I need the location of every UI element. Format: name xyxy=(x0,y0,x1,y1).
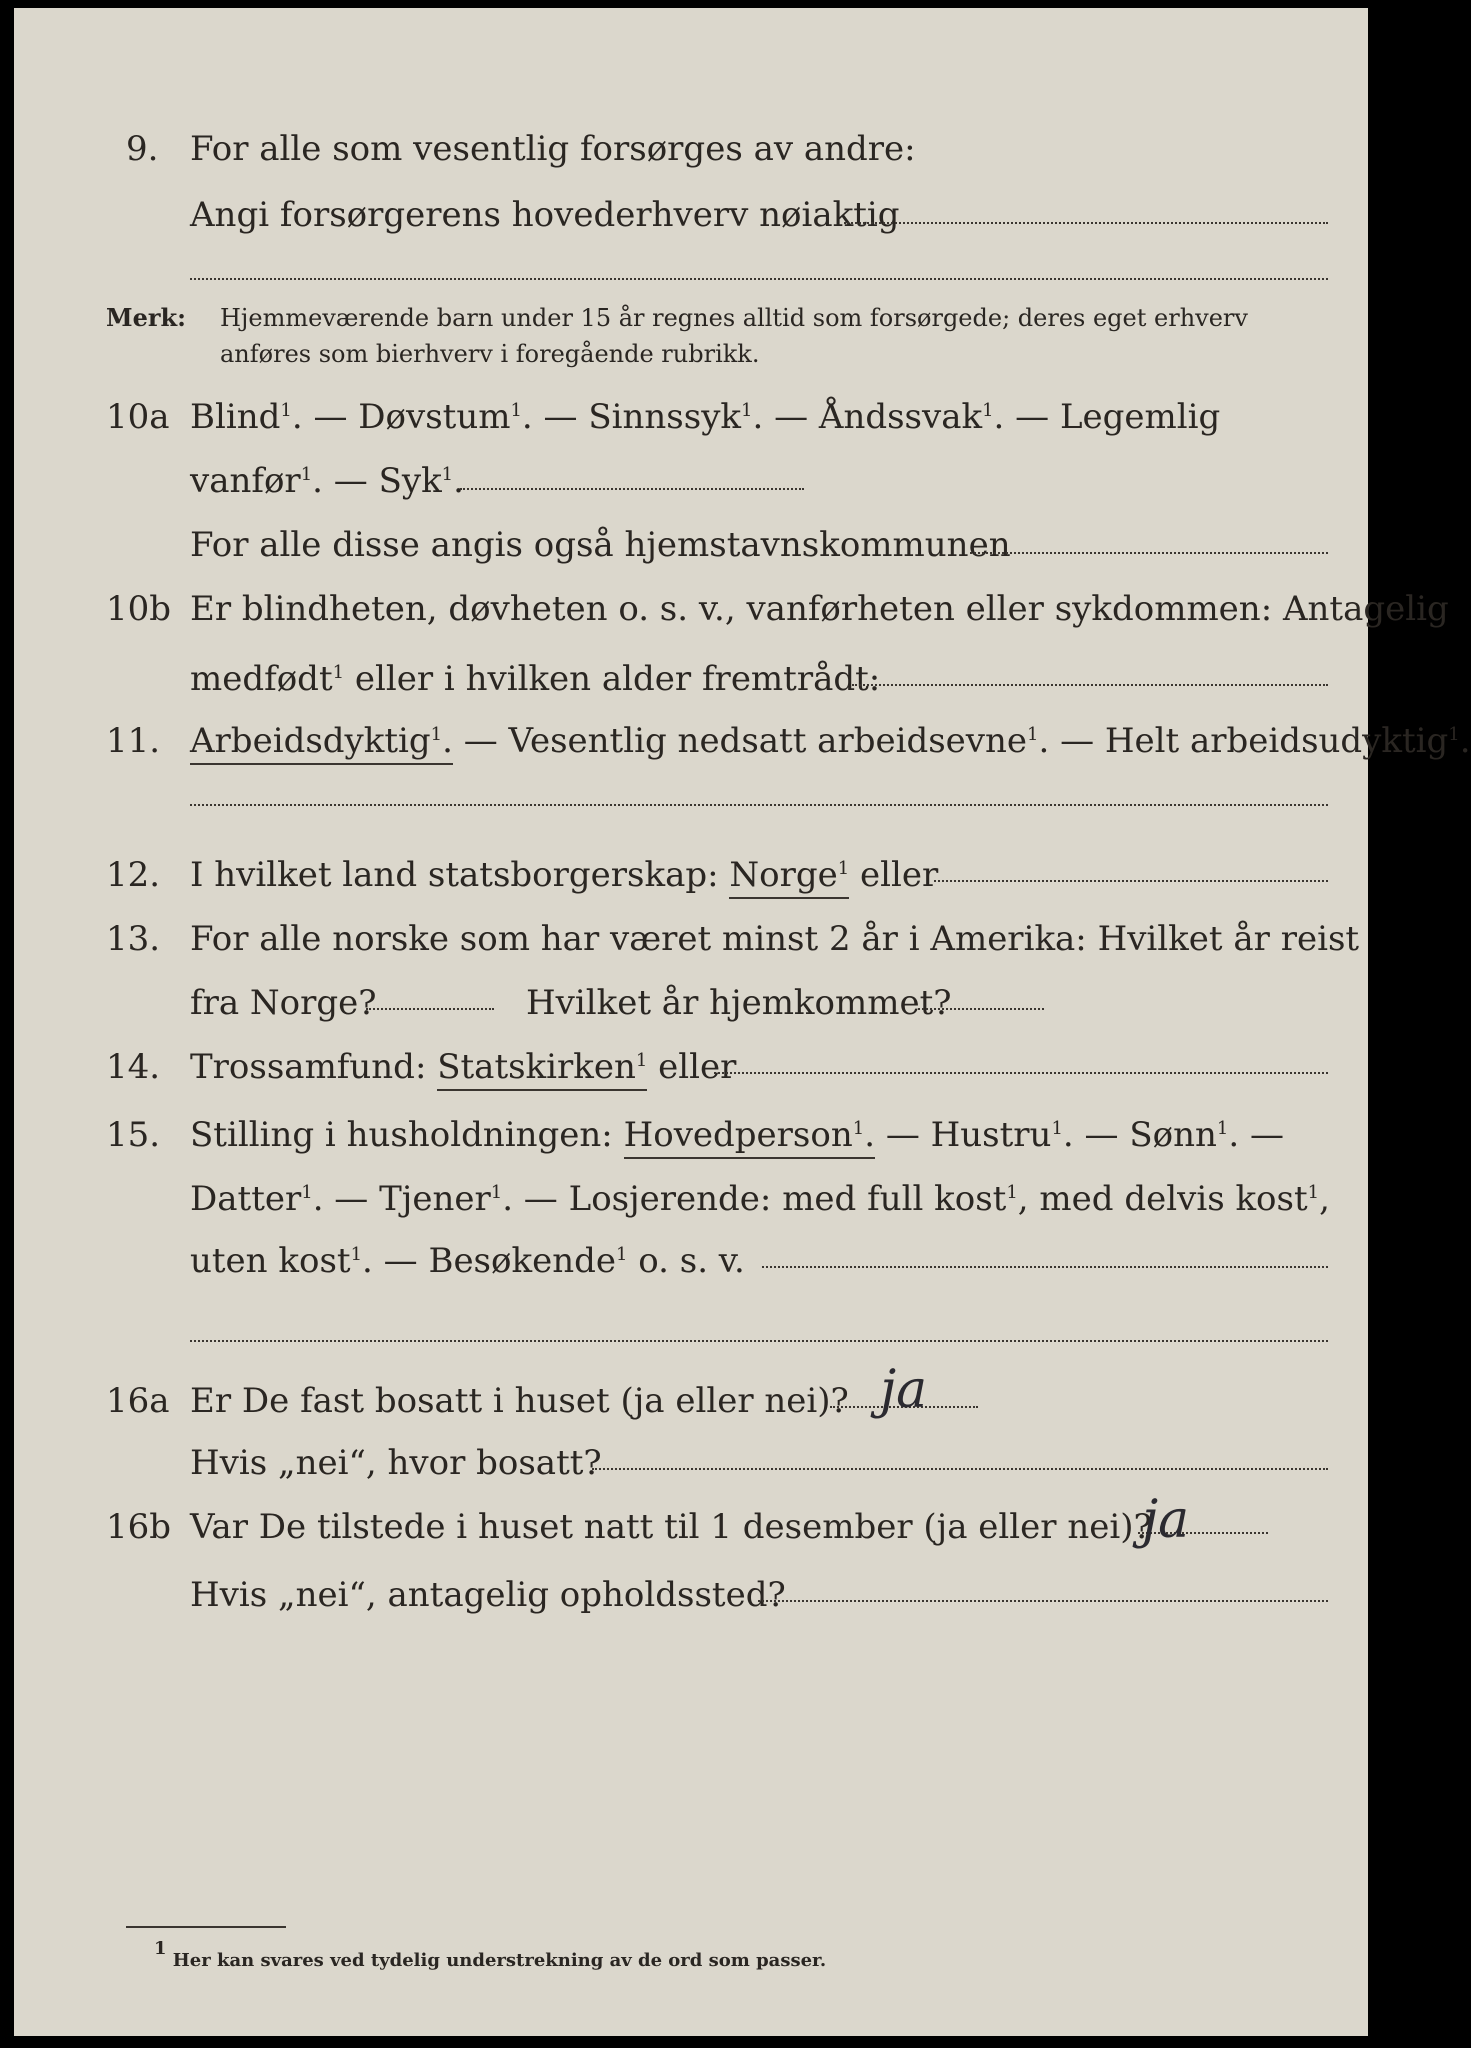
q13-line2b: Hvilket år hjemkommet? xyxy=(526,983,952,1023)
q13-line1: For alle norske som har været minst 2 år i Amerika: Hvilket år reist xyxy=(190,919,1360,959)
q9-line1: For alle som vesentlig forsørges av andre: xyxy=(190,129,916,169)
footnote-marker: 1 xyxy=(301,1182,313,1203)
q13-year-left-line xyxy=(366,1008,494,1010)
q9-answer-line-2 xyxy=(190,278,1328,280)
footnote-marker: 1 xyxy=(852,1118,865,1139)
q10b-line2: medfødt$^1$ eller i hvilken alder fremtrådt: xyxy=(190,659,881,699)
merk-label: Merk: xyxy=(106,303,186,332)
footnote-marker: 1 xyxy=(837,858,850,879)
q16a-handwritten-answer: ja xyxy=(880,1360,928,1420)
q15-number: 15. xyxy=(106,1115,161,1155)
footnote-marker: 1 xyxy=(982,400,994,421)
q12-line: I hvilket land statsborgerskap: Norge$^1$ eller xyxy=(190,858,938,892)
q15-answer-line-2 xyxy=(190,1340,1328,1342)
q10a-line2: vanfør$^1$. — Syk$^1$. xyxy=(190,461,464,501)
q16a-line1: Er De fast bosatt i huset (ja eller nei)? xyxy=(190,1381,849,1421)
q16a-residence-line xyxy=(592,1468,1328,1470)
footnote-marker: 1 xyxy=(741,400,753,421)
q16b-handwritten-answer: ja xyxy=(1142,1490,1190,1550)
q10a-number: 10a xyxy=(106,397,170,437)
footnote-marker: 1 xyxy=(300,464,313,485)
q14-line: Trossamfund: Statskirken$^1$ eller xyxy=(190,1050,736,1084)
q16b-line1: Var De tilstede i huset natt til 1 desember (ja eller nei)? xyxy=(190,1507,1152,1547)
q12-number: 12. xyxy=(106,855,161,895)
footnote-marker: 1 xyxy=(441,464,454,485)
footnote-marker: 1 xyxy=(1216,1118,1229,1139)
q16b-location-line xyxy=(758,1600,1328,1602)
footnote-marker: 1 xyxy=(1448,724,1460,745)
q13-year-returned-line xyxy=(918,1008,1044,1010)
footnote-marker: 1 xyxy=(280,400,292,421)
footnote-marker: 1 xyxy=(616,1244,628,1265)
q11-answer-line xyxy=(190,804,1328,806)
q12-option-underlined: Norge$^1$ xyxy=(729,855,849,899)
q12-answer-line xyxy=(934,880,1328,882)
merk-line2: anføres som bierhverv i foregående rubrikk. xyxy=(220,340,760,368)
footnote-marker: 1 xyxy=(490,1182,503,1203)
q14-number: 14. xyxy=(106,1047,161,1087)
footnote-marker: 1 xyxy=(1027,724,1039,745)
q9-line2: Angi forsørgerens hovederhverv nøiaktig xyxy=(190,195,900,235)
q11-option-underlined: Arbeidsdyktig$^1$. xyxy=(190,721,453,765)
q9-answer-line xyxy=(844,222,1328,224)
footnote-marker: 1 xyxy=(510,400,522,421)
q13-line2a: fra Norge? xyxy=(190,983,377,1023)
footnote-marker: 1 xyxy=(332,662,345,683)
q15-line2: Datter$^1$. — Tjener$^1$. — Losjerende: med full kost$^1$, med delvis kost$^1$, xyxy=(190,1179,1330,1219)
q10b-number: 10b xyxy=(106,589,172,629)
q16a-number: 16a xyxy=(106,1381,170,1421)
q14-answer-line xyxy=(714,1072,1328,1074)
q10a-answer-line xyxy=(460,488,804,490)
q14-option-underlined: Statskirken$^1$ xyxy=(437,1047,647,1091)
q9-number: 9. xyxy=(126,129,159,169)
q15-line1: Stilling i husholdningen: Hovedperson$^1$. — Hustru$^1$. — Sønn$^1$. — xyxy=(190,1118,1284,1152)
footnote-marker: 1 xyxy=(154,1938,167,1959)
q10a-hometown-line xyxy=(970,552,1328,554)
footnote-marker: 1 xyxy=(1051,1118,1063,1139)
merk-line1: Hjemmeværende barn under 15 år regnes alltid som forsørgede; deres eget erhverv xyxy=(220,304,1248,332)
q16b-number: 16b xyxy=(106,1507,172,1547)
q10b-answer-line xyxy=(852,684,1328,686)
census-form-page xyxy=(14,8,1471,2036)
q10a-line3: For alle disse angis også hjemstavnskommunen xyxy=(190,525,1011,565)
q16a-line2: Hvis „nei“, hvor bosatt? xyxy=(190,1443,602,1483)
q11-number: 11. xyxy=(106,721,161,761)
q16b-line2: Hvis „nei“, antagelig opholdssted? xyxy=(190,1575,786,1615)
footnote-marker: 1 xyxy=(1006,1182,1018,1203)
q13-number: 13. xyxy=(106,919,161,959)
footnote-marker: 1 xyxy=(1307,1182,1320,1203)
q10b-line1: Er blindheten, døvheten o. s. v., vanførheten eller sykdommen: Antagelig xyxy=(190,589,1449,629)
footnote-marker: 1 xyxy=(430,724,443,745)
q15-option-underlined: Hovedperson$^1$. xyxy=(624,1115,875,1159)
footnote-rule xyxy=(126,1926,286,1928)
footnote-marker: 1 xyxy=(635,1050,648,1071)
q11-line: Arbeidsdyktig$^1$. — Vesentlig nedsatt arbeidsevne$^1$. — Helt arbeidsudyktig$^1$. xyxy=(190,724,1471,758)
q10a-line1: Blind$^1$. — Døvstum$^1$. — Sinnssyk$^1$. — Åndssvak$^1$. — Legemlig xyxy=(190,397,1221,437)
footnote-marker: 1 xyxy=(350,1244,363,1265)
footnote: 1 Her kan svares ved tydelig understrekning av de ord som passer. xyxy=(154,1938,827,1971)
q15-line3: uten kost$^1$. — Besøkende$^1$ o. s. v. xyxy=(190,1241,745,1281)
q15-answer-line xyxy=(762,1266,1328,1268)
